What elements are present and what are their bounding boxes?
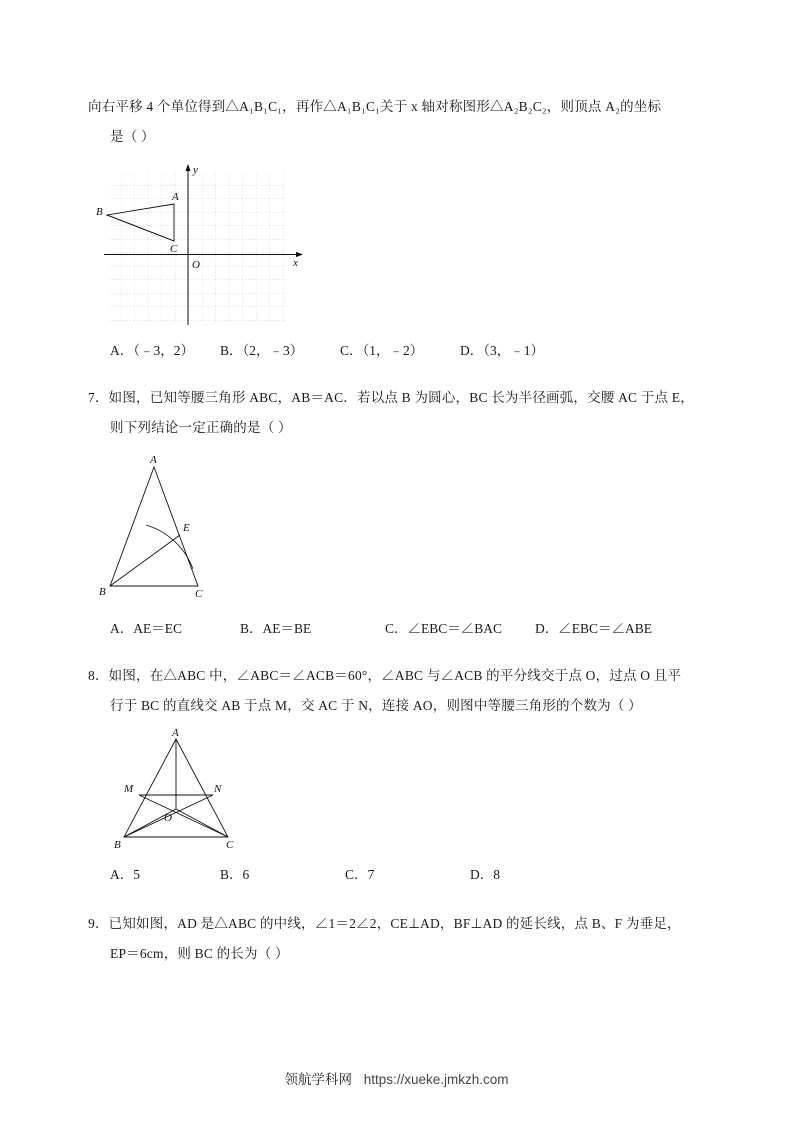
q8-options xyxy=(88,861,706,889)
q6-line-1: 向右平移 4 个单位得到△A₁B₁C₁，再作△A₁B₁C₁关于 x 轴对称图形△A₂B₂C₂，则顶点 A₂的坐标 xyxy=(88,99,662,114)
question-content xyxy=(88,92,706,969)
q7-line-1 xyxy=(88,383,706,413)
q8-option-d[interactable]: D．8 xyxy=(470,867,500,882)
svg-text:A: A xyxy=(172,729,179,739)
q8-line-2: 行于 BC 的直线交 AB 于点 M，交 AC 于 N，连接 AO，则图中等腰三角形的个数为（ ） xyxy=(110,698,642,713)
footer-brand: 领航学科网 xyxy=(284,1072,352,1087)
q6-option-c[interactable]: C．（1，﹣2） xyxy=(340,343,424,358)
q8-number: 8． xyxy=(88,668,109,683)
q7-option-b[interactable]: B．AE＝BE xyxy=(240,621,312,636)
q7-svg xyxy=(94,453,294,613)
svg-text:E: E xyxy=(183,522,190,534)
q8-option-c[interactable]: C．7 xyxy=(345,867,375,882)
figure-q8-triangle-with-bisectors xyxy=(106,729,706,859)
q7-options xyxy=(88,615,706,643)
q9-line-2: EP＝6cm，则 BC 的长为（ ） xyxy=(110,946,289,961)
q7-text-1: 如图，已知等腰三角形 ABC，AB＝AC．若以点 B 为圆心，BC 长为半径画弧，交腰 AC 于点 E， xyxy=(108,390,694,405)
q7-option-c[interactable]: C．∠EBC＝∠BAC xyxy=(385,621,503,636)
svg-text:C: C xyxy=(170,243,178,255)
question-6-continued xyxy=(88,92,706,152)
footer-watermark xyxy=(0,1068,793,1088)
q7-number: 7． xyxy=(88,390,109,405)
svg-text:C: C xyxy=(195,588,203,600)
q8-option-b[interactable]: B．6 xyxy=(220,867,250,882)
q7-line-2: 则下列结论一定正确的是（ ） xyxy=(110,420,292,435)
svg-text:N: N xyxy=(214,783,222,795)
q6-options xyxy=(88,337,706,365)
q8-svg xyxy=(106,729,296,859)
question-7 xyxy=(88,383,706,443)
q8-text-1: 如图，在△ABC 中，∠ABC＝∠ACB＝60°，∠ABC 与∠ACB 的平分线交于点 O，过点 O 且平 xyxy=(108,668,682,683)
question-8 xyxy=(88,661,706,721)
q8-line-1 xyxy=(88,661,706,691)
q9-line-1 xyxy=(88,909,706,939)
q6-option-d[interactable]: D．（3，﹣1） xyxy=(460,343,544,358)
svg-text:O: O xyxy=(164,812,172,824)
q7-option-d[interactable]: D．∠EBC＝∠ABE xyxy=(535,621,653,636)
q6-svg xyxy=(94,158,314,333)
svg-text:C: C xyxy=(226,839,234,851)
q6-option-b[interactable]: B．（2，﹣3） xyxy=(220,343,304,358)
q6-line-2: 是（ ） xyxy=(110,129,155,144)
q9-number: 9． xyxy=(88,916,109,931)
svg-text:x: x xyxy=(293,257,298,269)
svg-text:A: A xyxy=(150,454,157,466)
question-9 xyxy=(88,909,706,969)
q9-text-1: 已知如图，AD 是△ABC 的中线，∠1＝2∠2，CE⊥AD，BF⊥AD 的延长线，点 B、F 为垂足， xyxy=(108,916,681,931)
footer-url: https://xueke.jmkzh.com xyxy=(363,1072,509,1087)
svg-text:y: y xyxy=(193,164,198,176)
svg-text:A: A xyxy=(172,191,179,203)
svg-text:B: B xyxy=(99,586,106,598)
svg-text:O: O xyxy=(192,259,200,271)
svg-text:B: B xyxy=(96,206,103,218)
svg-text:M: M xyxy=(124,783,134,795)
q8-option-a[interactable]: A．5 xyxy=(110,867,140,882)
figure-q6-coordinate-grid xyxy=(94,158,706,333)
q6-option-a[interactable]: A．（﹣3，2） xyxy=(110,343,194,358)
q7-option-a[interactable]: A．AE＝EC xyxy=(110,621,182,636)
svg-text:B: B xyxy=(114,839,121,851)
figure-q7-isosceles-triangle xyxy=(94,453,706,613)
